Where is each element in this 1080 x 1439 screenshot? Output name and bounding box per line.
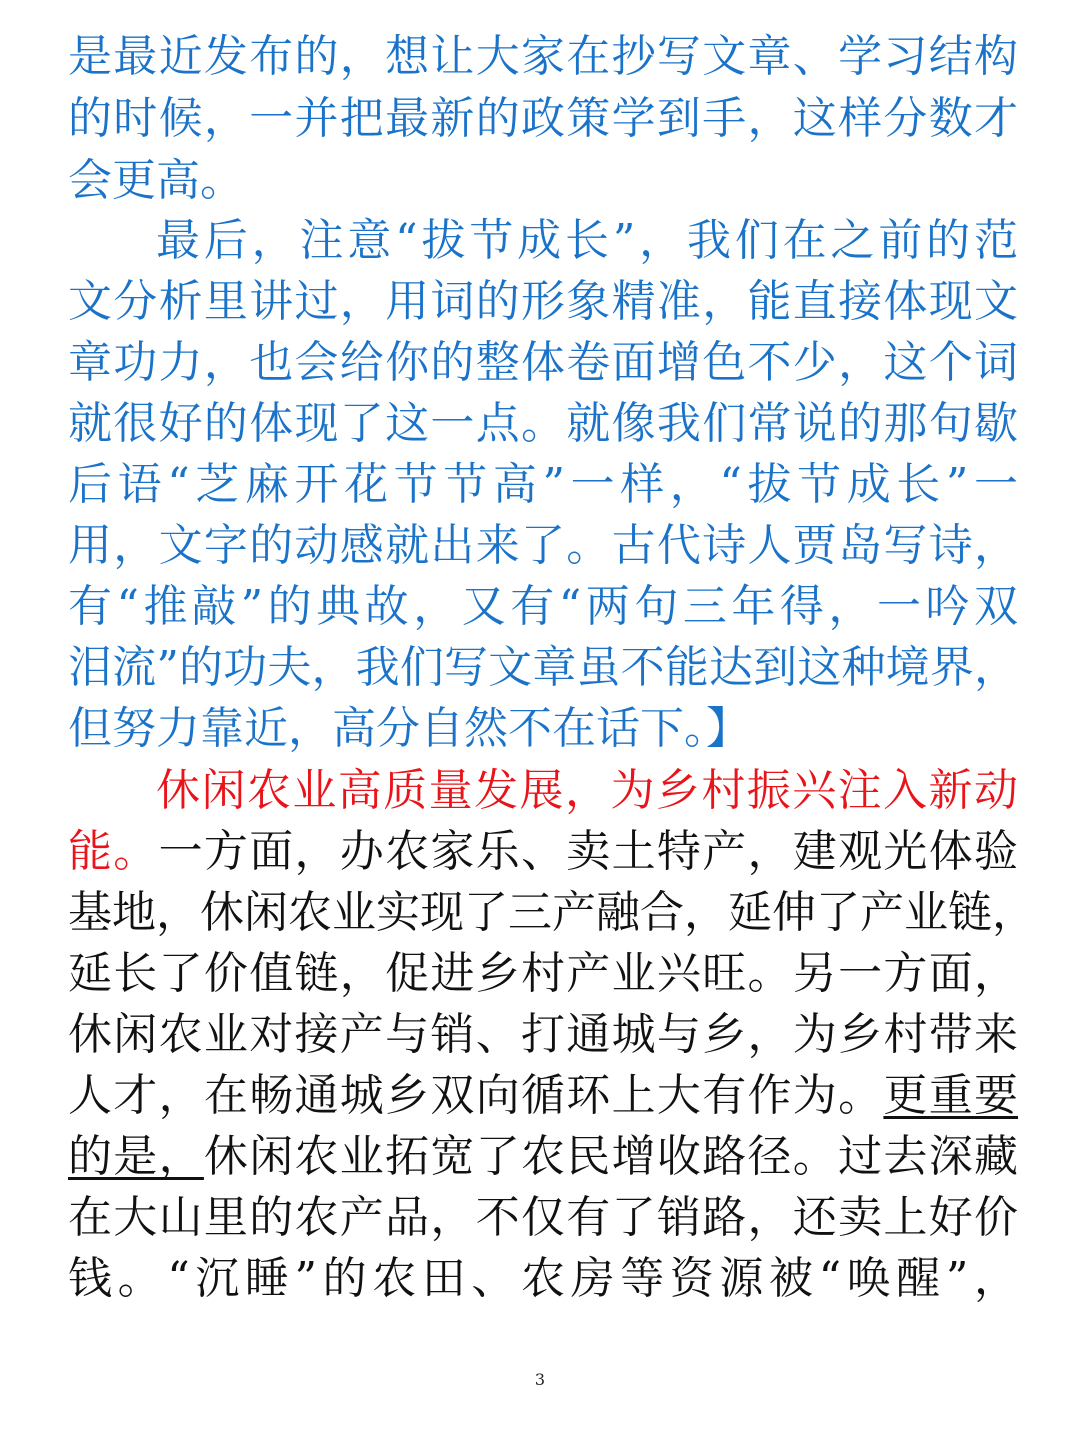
text-line: [68, 1065, 1018, 1127]
text-line: 基地，休闲农业实现了三产融合，延伸了产业链，: [68, 887, 1036, 938]
text-line: 是最近发布的，想让大家在抄写文章、学习结构: [68, 31, 1018, 82]
text-line: 会更高。: [68, 155, 244, 206]
body-text: 一方面，办农家乐、卖土特产，建观光体验: [158, 826, 1019, 877]
text-line: 文分析里讲过，用词的形象精准，能直接体现文: [68, 276, 1018, 327]
underlined-text: 的是，: [68, 1131, 204, 1182]
heading-sentence: 休闲农业高质量发展，为乡村振兴注入新动: [156, 765, 1018, 816]
text-line: [68, 821, 1018, 883]
text-line: 休闲农业对接产与销、打通城与乡，为乡村带来: [68, 1009, 1018, 1060]
body-text: 休闲农业拓宽了农民增收路径。过去深藏: [203, 1131, 1019, 1182]
text-line: 后语“芝麻开花节节高”一样，“拔节成长”一: [68, 459, 1018, 510]
text-line: 有“推敲”的典故，又有“两句三年得，一吟双: [68, 581, 1018, 632]
text-line: 就很好的体现了这一点。就像我们常说的那句歇: [68, 398, 1018, 449]
text-line: 在大山里的农产品，不仅有了销路，还卖上好价: [68, 1192, 1018, 1243]
text-line: [68, 1126, 1018, 1188]
text-line: 延长了价值链，促进乡村产业兴旺。另一方面，: [68, 948, 1018, 999]
text-line: 的时候，一并把最新的政策学到手，这样分数才: [68, 93, 1018, 144]
heading-sentence-end: 能。: [68, 826, 159, 877]
text-line: 章功力，也会给你的整体卷面增色不少，这个词: [68, 337, 1018, 388]
body-text: 人才，在畅通城乡双向循环上大有作为。: [68, 1070, 884, 1121]
text-line: 泪流”的功夫，我们写文章虽不能达到这种境界，: [68, 642, 1018, 693]
text-line: 但努力靠近，高分自然不在话下。】: [68, 703, 750, 754]
text-line: 最后，注意“拔节成长”，我们在之前的范: [156, 215, 1018, 266]
text-line: 钱。“沉睡”的农田、农房等资源被“唤醒”，: [68, 1253, 1018, 1304]
underlined-text: 更重要: [883, 1070, 1019, 1121]
page-number: 3: [534, 1370, 546, 1389]
text-line: 用，文字的动感就出来了。古代诗人贾岛写诗，: [68, 520, 1018, 571]
